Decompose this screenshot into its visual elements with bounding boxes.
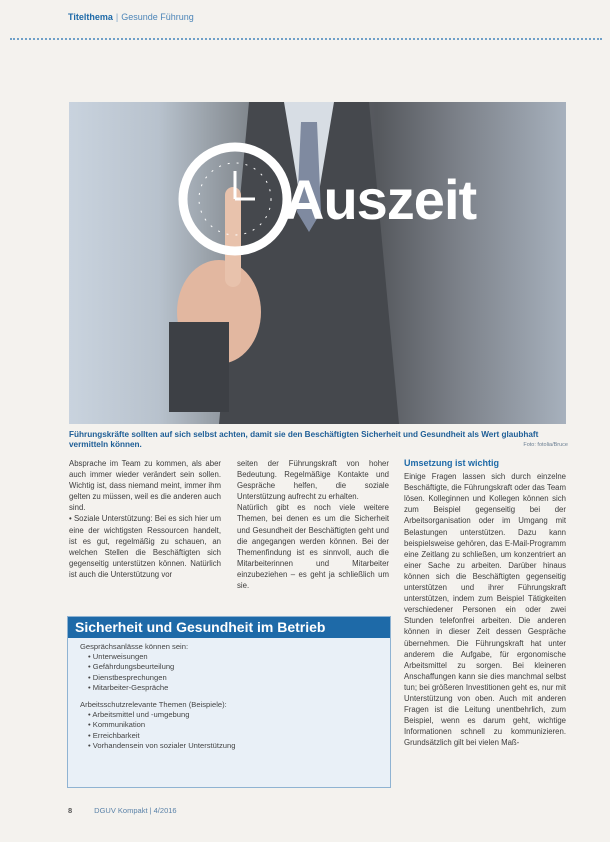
hero-word: Auszeit (284, 168, 477, 231)
column1-paragraph-2: • Soziale Unterstützung: Bei es sich hier um eine der wichtigsten Ressourcen handelt, ist es gut, regelmäßig zu schauen, an welchen Stellen die Beschäftigten sich gegenseitig unterstützen können. Natürlich ist auch die Unterstützung vor (69, 514, 221, 579)
column2-paragraph-1: seiten der Führungskraft von hoher Bedeutung. Regelmäßige Kontakte und Gespräche helfen, die soziale Unterstützung aufrecht zu erhalten. (237, 459, 389, 502)
page-footer (68, 806, 177, 815)
column3-heading: Umsetzung ist wichtig (404, 458, 500, 468)
header-dotted-rule (10, 38, 602, 40)
column3-paragraph: Einige Fragen lassen sich durch einzelne Beschäftigte, die Führungskraft oder das Team lösen. Kolleginnen und Kollegen können sich zum Beispiel gegenseitig bei der Arbeitsorganisation oder im Umgang mit Belastungen unterstützen. Dazu kann beispielsweise gehören, das E-Mail-Programm eine Zeitlang zu schließen, um konzentriert an einer Sache zu arbeiten. Darüber hinaus können sich die Beschäftigten gegenseitig unterstützen und ihrer Führungskraft unterstützen, indem zum Beispiel Tätigkeiten verschiedener Personen ein oder zwei Stunden telefonfrei arbeiten. Die anderen können in dieser Zeit dessen Gespräche übernehmen. Die Führungskraft hat unter anderem die Aufgabe, für ergonomische Arbeitsmittel zu sorgen. Bei kleineren Anschaffungen kann sie dies manchmal selbst tun; bei größeren Investitionen geht es, nur mit Unterstützung von oben. Auch mit anderen Fragen ist die Leitung unentbehrlich, zum Beispiel, wenn es darum geht, wichtige Informationen schnell zu kommunizieren. Grundsätzlich gilt bei vielen Maß- (404, 472, 566, 748)
list-item: • Mitarbeiter-Gespräche (88, 683, 378, 693)
list-item: • Dienstbesprechungen (88, 673, 378, 683)
info-box-group2-list (80, 710, 378, 751)
list-item: • Unterweisungen (88, 652, 378, 662)
column2-paragraph-2: Natürlich gibt es noch viele weitere Themen, bei denen es um die Sicherheit und Gesundheit der Beschäftigten geht und die angegangen werden können. Bei der Themenfindung ist es sinnvoll, auch die Mitarbeiterinnen und Mitarbeiter einzubeziehen – es geht ja schließlich um sie. (237, 503, 389, 591)
body-column-2 (237, 458, 389, 591)
info-box-group1-label: Gesprächsanlässe können sein: (80, 642, 189, 651)
page-number: 8 (68, 806, 73, 815)
magazine-name: DGUV Kompakt | 4/2016 (94, 806, 177, 815)
info-box-title: Sicherheit und Gesundheit im Betrieb (68, 617, 390, 638)
column1-paragraph-1: Absprache im Team zu kommen, als aber auch immer wieder verändert sein sollen. Wichtig ist, dass niemand meint, immer ihm gelten zu müssen, weil es die anderen auch sind. (69, 459, 221, 513)
info-box (67, 616, 391, 788)
list-item: • Kommunikation (88, 720, 378, 730)
hero-photo (69, 102, 566, 424)
list-item: • Gefährdungsbeurteilung (88, 662, 378, 672)
body-column-3 (404, 458, 566, 748)
header-separator: | (115, 12, 119, 22)
list-item: • Vorhandensein von sozialer Unterstützung (88, 741, 378, 751)
header-kicker: Titelthema (68, 12, 113, 22)
info-box-group1-list (80, 652, 378, 693)
clock-icon (175, 139, 295, 259)
info-box-group2-label: Arbeitsschutzrelevante Themen (Beispiele): (80, 700, 227, 710)
running-header (68, 12, 194, 22)
hero-illustration (69, 102, 566, 424)
body-column-1 (69, 458, 221, 580)
figure-caption: Führungskräfte sollten auf sich selbst achten, damit sie den Beschäftigten Sicherheit und Gesundheit als Wert glaubhaft vermitteln können. (69, 430, 539, 449)
photo-credit: Foto: fotolia/Bruce (523, 442, 568, 448)
header-section: Gesunde Führung (121, 12, 194, 22)
column1-paragraph-2-text: Soziale Unterstützung: Bei es sich hier um eine der wichtigsten Ressourcen handelt, ist es gut, regelmäßig zu schauen, an welchen Stellen die Beschäftigten sich gegenseitig unterstützen können. Natürlich ist auch die Unterstützung vor (69, 514, 221, 579)
list-item: • Arbeitsmittel und -umgebung (88, 710, 378, 720)
list-item: • Erreichbarkeit (88, 731, 378, 741)
